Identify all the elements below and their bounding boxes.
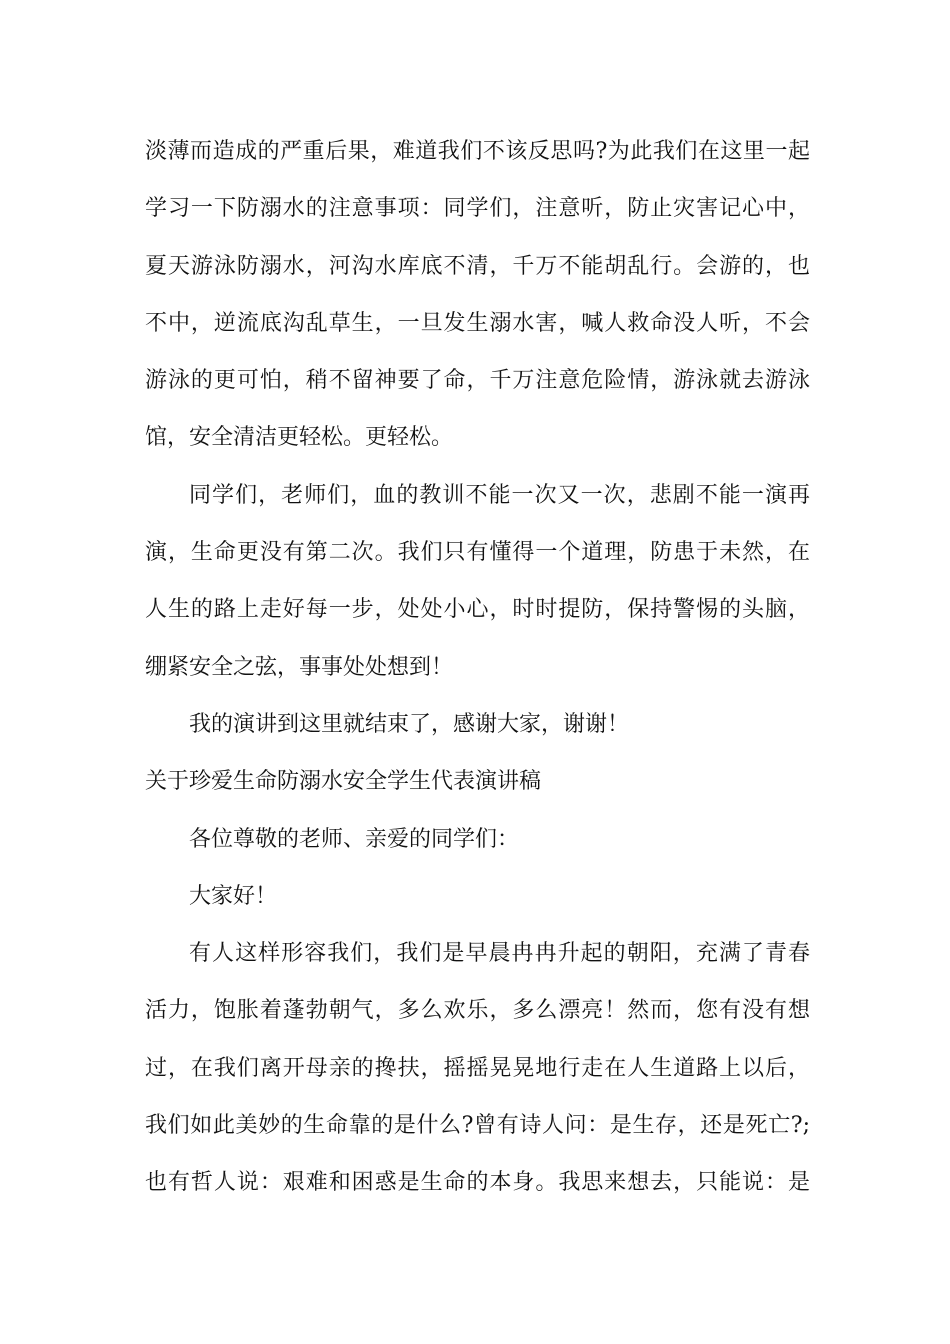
text-line: 活力，饱胀着蓬勃朝气，多么欢乐，多么漂亮！然而，您有没有想 [145,998,810,1024]
text-line: 馆，安全清洁更轻松。更轻松。 [145,425,454,451]
closing-line: 我的演讲到这里就结束了，感谢大家，谢谢！ [189,711,630,737]
text-line: 过，在我们离开母亲的搀扶，摇摇晃晃地行走在人生道路上以后， [145,1055,810,1081]
document-body [145,131,810,1220]
paragraph-start-line: 有人这样形容我们，我们是早晨冉冉升起的朝阳，充满了青春 [189,941,810,967]
section-title: 关于珍爱生命防溺水安全学生代表演讲稿 [145,769,542,795]
text-line: 绷紧安全之弦，事事处处想到！ [145,654,454,680]
text-line: 人生的路上走好每一步，处处小心，时时提防，保持警惕的头脑， [145,597,810,623]
text-line: 也有哲人说：艰难和困惑是生命的本身。我思来想去，只能说：是 [145,1170,810,1196]
paragraph-start-line: 同学们，老师们，血的教训不能一次又一次，悲剧不能一演再 [189,482,810,508]
greeting-line: 大家好！ [189,883,278,909]
salutation-line: 各位尊敬的老师、亲爱的同学们： [189,826,520,852]
text-line: 学习一下防溺水的注意事项：同学们，注意听，防止灾害记心中， [145,196,810,222]
text-line: 我们如此美妙的生命靠的是什么?曾有诗人问：是生存，还是死亡?; [145,1113,810,1139]
text-line: 淡薄而造成的严重后果，难道我们不该反思吗?为此我们在这里一起 [145,139,810,164]
text-line: 游泳的更可怕，稍不留神要了命，千万注意危险情，游泳就去游泳 [145,368,810,394]
text-line: 不中，逆流底沟乱草生，一旦发生溺水害，喊人救命没人听，不会 [145,310,810,336]
text-line: 演，生命更没有第二次。我们只有懂得一个道理，防患于未然，在 [145,540,810,566]
text-line: 夏天游泳防溺水，河沟水库底不清，千万不能胡乱行。会游的，也 [145,253,810,279]
